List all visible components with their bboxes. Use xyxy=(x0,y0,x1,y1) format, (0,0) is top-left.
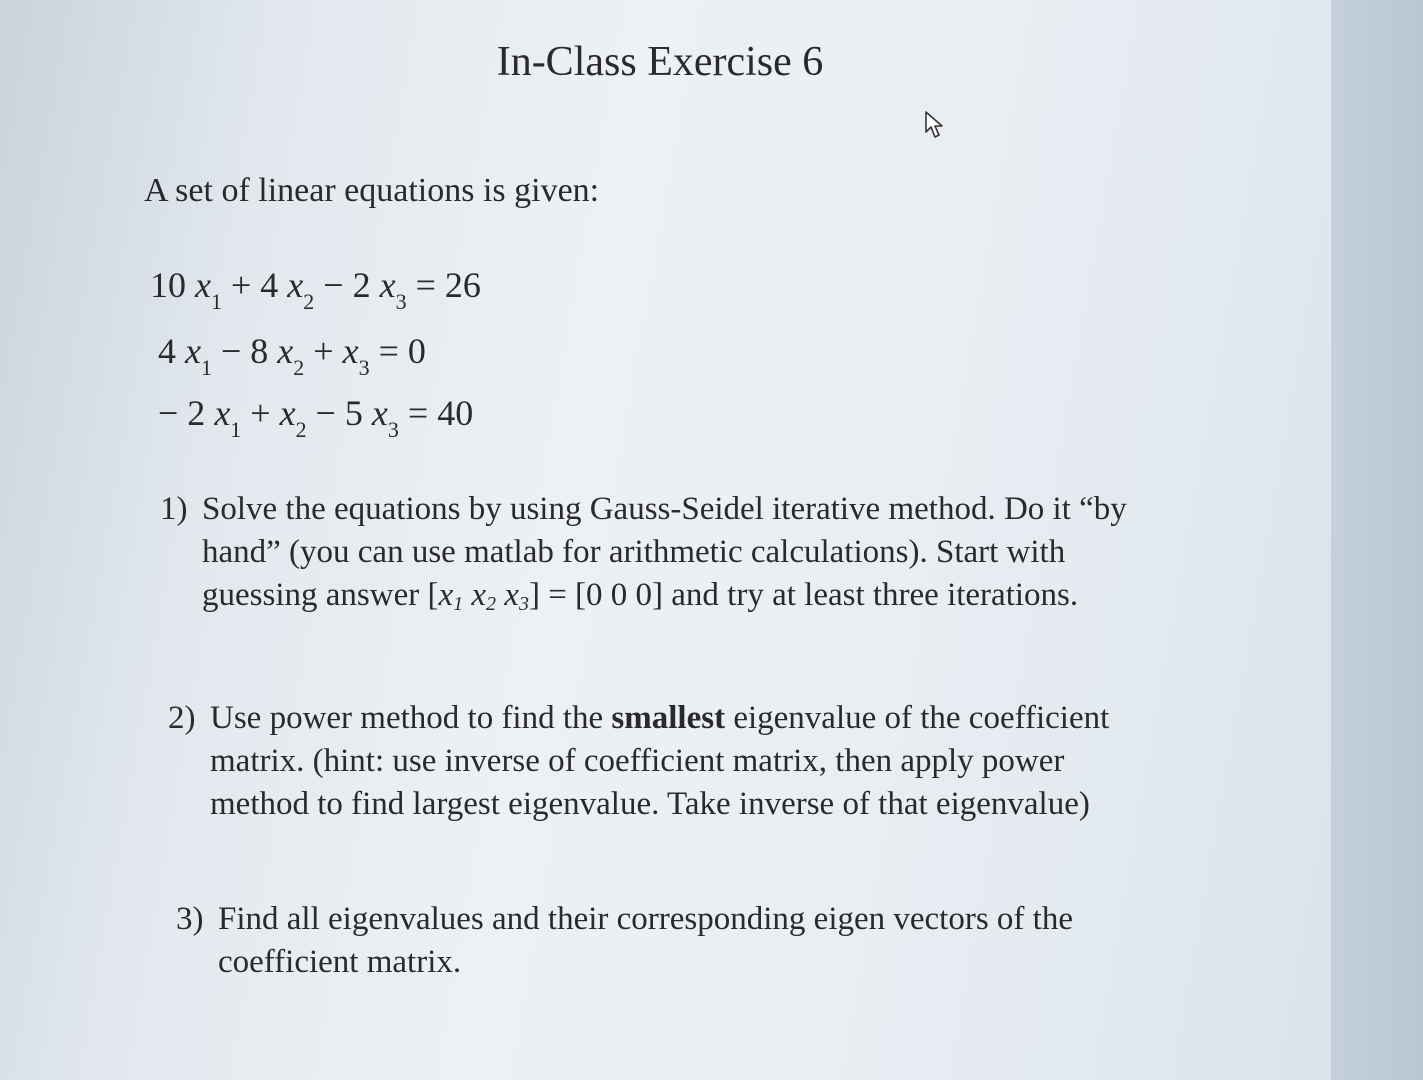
eq3-coef1: − 2 xyxy=(158,393,206,433)
eq2-sub1: 1 xyxy=(200,355,212,380)
eq1-sub3: 3 xyxy=(395,289,407,314)
eq1-sub1: 1 xyxy=(210,289,222,314)
equation-2 xyxy=(158,330,426,381)
question-1-vector-open: [ xyxy=(427,577,439,613)
eq1-var3: x xyxy=(379,265,396,305)
eq2-op1: − xyxy=(220,331,242,371)
question-1 xyxy=(160,488,1142,626)
eq3-equals: = xyxy=(407,393,429,433)
eq2-op2: + xyxy=(313,331,334,371)
eq3-sub1: 1 xyxy=(230,417,242,442)
equation-1 xyxy=(150,264,481,315)
equation-3 xyxy=(158,392,473,443)
question-2-text-after: eigenvalue of the coefficient matrix. (hint: use inverse of coefficient matrix, then apply power method to find largest eigenvalue. Take inverse of that eigenvalue) xyxy=(210,700,1110,822)
eq1-var2: x xyxy=(287,265,304,305)
eq1-op2: − xyxy=(323,265,344,305)
q1-var3: x xyxy=(504,577,519,613)
eq3-var2: x xyxy=(279,393,296,433)
eq3-op1: + xyxy=(250,393,271,433)
eq2-equals: = xyxy=(378,331,399,371)
eq2-var2: x xyxy=(277,331,294,371)
eq3-op2: − xyxy=(315,393,336,433)
q1-sub2: 2 xyxy=(486,593,497,615)
eq2-rhs: 0 xyxy=(407,331,426,371)
question-2-bold: smallest xyxy=(611,700,726,736)
eq1-sub2: 2 xyxy=(303,289,315,314)
eq3-sub2: 2 xyxy=(295,417,307,442)
question-1-vector xyxy=(438,577,528,613)
question-1-text xyxy=(202,488,1142,626)
eq2-sub3: 3 xyxy=(358,355,370,380)
question-2-text xyxy=(210,697,1150,826)
question-3-number: 3) xyxy=(176,901,204,937)
eq3-rhs: 40 xyxy=(437,393,474,433)
question-1-vector-value: = [0 0 0] xyxy=(548,577,664,613)
eq2-sub2: 2 xyxy=(293,355,305,380)
q1-var1: x xyxy=(438,577,454,613)
intro-text: A set of linear equations is given: xyxy=(144,172,600,209)
eq3-sub3: 3 xyxy=(387,417,399,442)
question-1-text-after: and try at least three iterations. xyxy=(663,577,1079,613)
eq2-var1: x xyxy=(185,331,201,371)
question-2-number: 2) xyxy=(168,700,196,736)
question-1-vector-close: ] xyxy=(528,577,540,613)
question-3 xyxy=(176,898,1158,984)
eq2-var3: x xyxy=(342,331,359,371)
eq2-coef2: 8 xyxy=(250,331,269,371)
question-2 xyxy=(168,697,1150,826)
eq1-coef3: 2 xyxy=(352,265,371,305)
eq1-coef1: 10 xyxy=(150,265,186,305)
question-2-text-before: Use power method to find the xyxy=(210,700,612,736)
question-1-number: 1) xyxy=(160,491,188,527)
eq1-op1: + xyxy=(230,265,252,305)
eq3-coef3: 5 xyxy=(344,393,363,433)
eq1-var1: x xyxy=(195,265,211,305)
question-3-text: Find all eigenvalues and their corresponding eigen vectors of the coefficient matrix. xyxy=(218,901,1073,980)
page-title: In-Class Exercise 6 xyxy=(496,39,824,85)
question-1-text-before: Solve the equations by using Gauss-Seidel iterative method. Do it “by hand” (you can use matlab for arithmetic calculations). Start with guessing answer xyxy=(202,491,1127,613)
eq1-rhs: 26 xyxy=(444,265,481,305)
screen-edge xyxy=(1331,0,1423,1080)
eq1-equals: = xyxy=(415,265,436,305)
eq1-coef2: 4 xyxy=(260,265,279,305)
q1-sub1: 1 xyxy=(453,593,464,615)
eq2-coef1: 4 xyxy=(158,331,176,371)
eq3-var1: x xyxy=(214,393,231,433)
q1-var2: x xyxy=(471,577,487,613)
q1-sub3: 3 xyxy=(518,593,529,615)
mouse-pointer-icon xyxy=(923,110,949,140)
eq3-var3: x xyxy=(371,393,388,433)
